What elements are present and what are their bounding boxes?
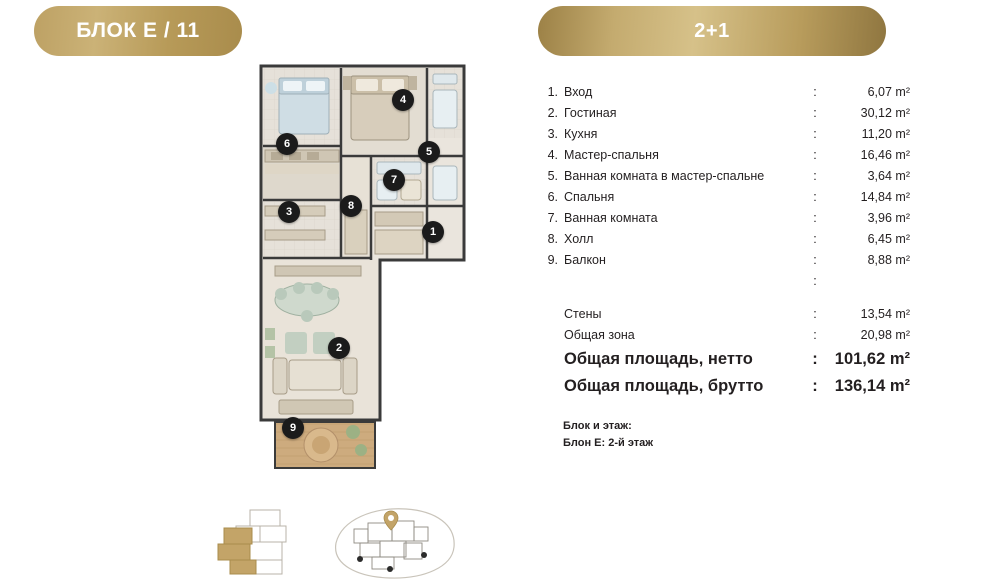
legend-label: Балкон	[564, 253, 606, 267]
legend-label: Холл	[564, 232, 594, 246]
legend-item	[540, 166, 920, 186]
legend-area: 101,62 m²	[834, 350, 910, 368]
legend-colon: :	[813, 232, 817, 246]
legend-label: Вход	[564, 85, 593, 99]
room-marker: 6	[276, 133, 298, 155]
legend-label: Спальня	[564, 190, 615, 204]
furniture-hall	[345, 210, 423, 254]
building-thumbnail-drawing	[214, 508, 300, 576]
legend-area: 14,84 m²	[860, 190, 910, 204]
legend-walls-row	[540, 304, 920, 324]
type-badge	[538, 6, 886, 56]
legend-label: Ванная комната в мастер-спальне	[564, 169, 765, 183]
legend-colon: :	[813, 106, 817, 120]
legend-area: 20,98 m²	[860, 328, 910, 342]
room-marker: 3	[278, 201, 300, 223]
legend-separator-row	[540, 271, 920, 291]
area-legend	[540, 82, 920, 400]
legend-item	[540, 103, 920, 123]
legend-label: Кухня	[564, 127, 598, 141]
legend-area: 8,88 m²	[867, 253, 910, 267]
legend-label: Мастер-спальня	[564, 148, 659, 162]
legend-label: Ванная комната	[564, 211, 658, 225]
legend-number: 4.	[547, 148, 558, 162]
legend-item	[540, 82, 920, 102]
type-badge-label: 2+1	[694, 19, 730, 42]
legend-item	[540, 145, 920, 165]
legend-spacer	[540, 292, 920, 304]
legend-number: 3.	[547, 127, 558, 141]
legend-area: 30,12 m²	[860, 106, 910, 120]
legend-area: 6,07 m²	[867, 85, 910, 99]
floor-info-value: Блон E: 2-й этаж	[563, 437, 654, 449]
floor-plan-drawing	[255, 60, 470, 470]
legend-item	[540, 124, 920, 144]
legend-label: Общая зона	[564, 328, 635, 342]
legend-item	[540, 187, 920, 207]
legend-gross-total-row	[540, 373, 920, 399]
building-thumbnail	[214, 508, 300, 576]
room-marker: 7	[383, 169, 405, 191]
floor-info	[563, 418, 653, 452]
room-marker: 2	[328, 337, 350, 359]
legend-colon: :	[813, 148, 817, 162]
room-marker: 4	[392, 89, 414, 111]
legend-item	[540, 208, 920, 228]
legend-label: Гостиная	[564, 106, 617, 120]
legend-number: 9.	[547, 253, 558, 267]
legend-colon: :	[813, 274, 817, 288]
legend-number: 5.	[547, 169, 558, 183]
legend-colon: :	[813, 253, 817, 267]
legend-area: 16,46 m²	[860, 148, 910, 162]
room-marker: 8	[340, 195, 362, 217]
legend-item	[540, 250, 920, 270]
block-badge	[34, 6, 242, 56]
legend-colon: :	[813, 328, 817, 342]
site-plan-drawing	[324, 503, 464, 581]
legend-number: 8.	[547, 232, 558, 246]
room-marker: 5	[418, 141, 440, 163]
room-marker: 9	[282, 417, 304, 439]
legend-label: Общая площадь, брутто	[564, 377, 764, 395]
map-pin-icon	[384, 511, 398, 530]
legend-number: 7.	[547, 211, 558, 225]
legend-net-total-row	[540, 346, 920, 372]
room-marker: 1	[422, 221, 444, 243]
floor-info-label: Блок и этаж:	[563, 420, 632, 432]
legend-area: 13,54 m²	[860, 307, 910, 321]
block-badge-label: БЛОК E / 11	[76, 19, 200, 42]
legend-area: 11,20 m²	[861, 127, 910, 141]
legend-colon: :	[813, 169, 817, 183]
legend-item	[540, 229, 920, 249]
legend-label: Стены	[564, 307, 602, 321]
legend-colon: :	[812, 377, 818, 395]
legend-number: 1.	[547, 85, 558, 99]
legend-colon: :	[813, 307, 817, 321]
legend-colon: :	[813, 127, 817, 141]
site-plan-thumbnail	[324, 503, 464, 581]
legend-common-row	[540, 325, 920, 345]
legend-number: 2.	[547, 106, 558, 120]
legend-area: 3,64 m²	[867, 169, 910, 183]
legend-area: 136,14 m²	[834, 377, 910, 395]
legend-colon: :	[813, 211, 817, 225]
legend-number: 6.	[547, 190, 558, 204]
legend-area: 3,96 m²	[867, 211, 910, 225]
legend-colon: :	[813, 85, 817, 99]
floor-plan	[255, 60, 470, 470]
legend-colon: :	[812, 350, 818, 368]
legend-area: 6,45 m²	[867, 232, 910, 246]
legend-label: Общая площадь, нетто	[564, 350, 753, 368]
legend-colon: :	[813, 190, 817, 204]
